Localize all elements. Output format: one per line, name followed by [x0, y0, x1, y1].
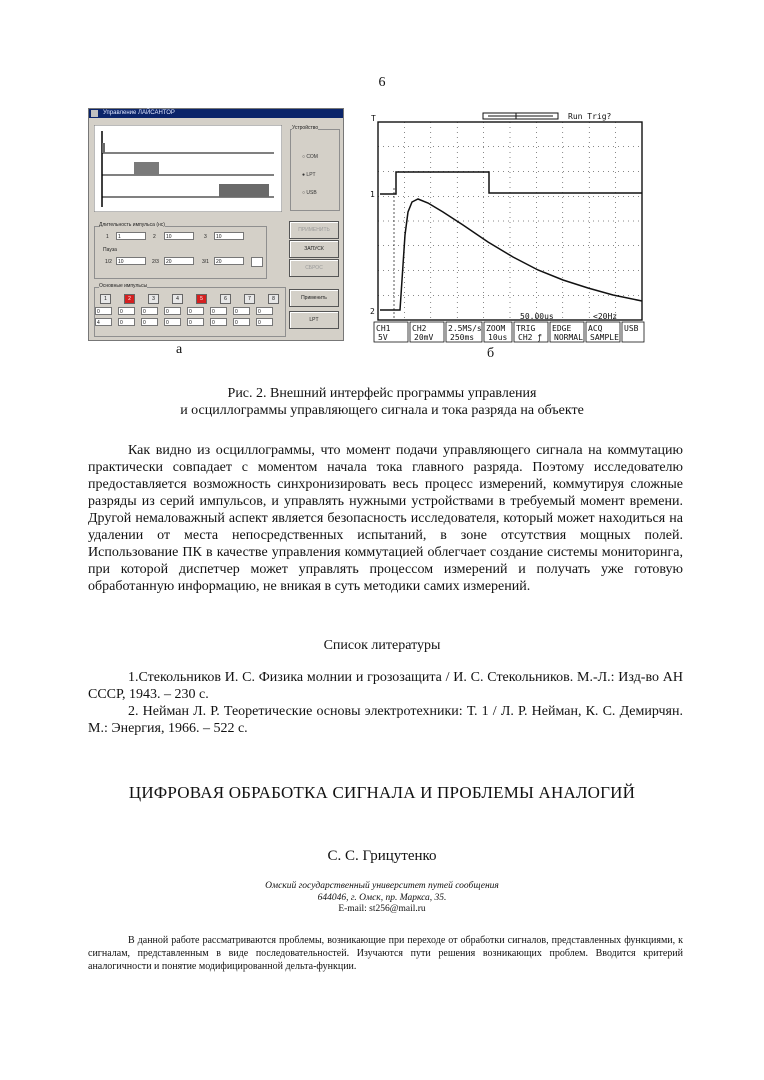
channel-spinner[interactable]: 0 — [118, 318, 135, 326]
body-paragraph — [88, 442, 683, 595]
affiliation — [0, 880, 764, 904]
affiliation-line-1: Омский государственный университет путей сообщения — [265, 881, 499, 891]
delay-1-label: 1/2 — [105, 259, 112, 265]
status-cell-bottom: 20mV — [414, 333, 434, 342]
channel-checkbox-3[interactable]: 3 — [148, 294, 159, 304]
channels-group-label: Основные импульсы — [99, 283, 148, 289]
channel-spinner[interactable]: 0 — [164, 318, 181, 326]
status-cell-top: USB — [624, 324, 639, 333]
pulse-timing-diagram — [94, 125, 282, 212]
channel-checkbox-5[interactable]: 5 — [196, 294, 207, 304]
bandwidth-readout: <20Hz — [593, 312, 618, 321]
duration-field-2[interactable]: 10 — [164, 232, 194, 240]
ch2-marker: 2 — [370, 307, 375, 316]
references-list — [88, 669, 683, 737]
delay-3-label: 3/1 — [202, 259, 209, 265]
channel-checkbox-4[interactable]: 4 — [172, 294, 183, 304]
pulse-1 — [102, 143, 105, 153]
affiliation-line-2: 644046, г. Омск, пр. Маркса, 35. — [317, 893, 447, 903]
status-cell-bottom: 5V — [378, 333, 388, 342]
reference-1: 1.Стекольников И. С. Физика молнии и грозозащита / И. С. Стекольников. М.-Л.: Изд-во АН СССР, 1943. – 230 с. — [88, 670, 683, 702]
device-group — [290, 129, 340, 211]
delay-field-3[interactable]: 20 — [214, 257, 244, 265]
radio-com-label: СОМ — [306, 154, 318, 160]
field-3-label: 3 — [204, 234, 207, 240]
channel-spinner[interactable]: 0 — [210, 318, 227, 326]
ch1-marker: 1 — [370, 190, 375, 199]
reference-2: 2. Нейман Л. Р. Теоретические основы электротехники: Т. 1 / Л. Р. Нейман, К. С. Демирчян. М.: Энергия, 1966. – 522 с. — [88, 704, 683, 736]
field-2-label: 2 — [153, 234, 156, 240]
channel-checkbox-6[interactable]: 6 — [220, 294, 231, 304]
pulse-duration-label: Длительность импульса (нс) — [99, 222, 165, 228]
pulse-2 — [134, 162, 159, 175]
abstract-text: В данной работе рассматриваются проблемы, возникающие при переходе от обработки сигналов, представленных функциями, к сигналам, представленным в виде последовательностей. Изучаются пути решения возникающих проблем. Вводится критерий аналогичности и понятие модифицированной дельта-функции. — [88, 935, 683, 972]
window-titlebar — [89, 109, 343, 118]
channel-spinner[interactable]: 0 — [164, 307, 181, 315]
status-cell-bottom: 10us — [488, 333, 508, 342]
trigger-top-marker: T — [371, 114, 376, 123]
status-cell-bottom: CH2 ƒ — [518, 333, 543, 342]
cursor-readout: 50.00us — [520, 312, 554, 321]
status-cell-bottom: NORMAL — [554, 333, 583, 342]
figure-a-label: а — [176, 342, 183, 357]
caption-line-2: и осциллограммы управляющего сигнала и тока разряда на объекте — [180, 403, 584, 418]
channel-spinner[interactable]: 0 — [187, 307, 204, 315]
radio-usb[interactable]: ○ USB — [302, 190, 317, 196]
apply-top-button[interactable]: ПРИМЕНИТЬ — [289, 221, 339, 239]
delay-field-2[interactable]: 20 — [164, 257, 194, 265]
channel-spinner[interactable]: 0 — [210, 307, 227, 315]
radio-usb-label: USB — [306, 190, 317, 196]
status-cell-top: CH1 — [376, 324, 391, 333]
channel-spinner[interactable]: 0 — [141, 307, 158, 315]
caption-line-1: Рис. 2. Внешний интерфейс программы управления — [227, 386, 537, 401]
paragraph-text: Как видно из осциллограммы, что момент подачи управляющего сигнала на коммутацию практически совпадает с моментом начала тока главного разряда. Поэтому исследователю предоставляется возможность синхронизировать весь процесс измерений, коммутируя сложные разряды из серий импульсов, и управлять нужными устройствами в требуемый момент времени. Другой немаловажный аспект является безопасность исследователя, который может находиться на удалении от места непосредственных испытаний, в зоне отсутствия мощных полей. Использование ПК в качестве управления коммутацией облегчает создание системы мониторинга, при которой диспетчер может управлять процессом измерений и получать уже готовую обработанную информацию, не вникая в суть методики самих измерений. — [88, 443, 683, 594]
duration-field-1[interactable]: 1 — [116, 232, 146, 240]
field-1-label: 1 — [106, 234, 109, 240]
channel-spinner[interactable]: 0 — [233, 318, 250, 326]
lpt-button[interactable]: LPT — [289, 311, 339, 329]
channel-spinner[interactable]: 0 — [187, 318, 204, 326]
references-title: Список литературы — [323, 638, 441, 653]
blank-field[interactable] — [251, 257, 263, 267]
app-icon — [91, 110, 98, 117]
channel-spinner[interactable]: 0 — [256, 307, 273, 315]
status-cell-bottom: 250ms — [450, 333, 475, 342]
channel-checkbox-2[interactable]: 2 — [124, 294, 135, 304]
pulse-3 — [219, 184, 269, 197]
radio-com[interactable]: ○ СОМ — [302, 154, 318, 160]
channel-spinner[interactable]: 0 — [233, 307, 250, 315]
email: E-mail: st256@mail.ru — [338, 904, 426, 914]
oscilloscope-screen — [368, 100, 650, 345]
radio-lpt-label: LPT — [306, 172, 316, 178]
figure-caption — [0, 385, 764, 419]
article-title: ЦИФРОВАЯ ОБРАБОТКА СИГНАЛА И ПРОБЛЕМЫ АНАЛОГИЙ — [128, 783, 636, 802]
trigger-status: Run Trig? — [568, 112, 612, 121]
channel-spinner[interactable]: 4 — [95, 318, 112, 326]
graticule-frame — [378, 122, 642, 320]
channel-checkbox-8[interactable]: 8 — [268, 294, 279, 304]
device-group-label: Устройство — [292, 125, 319, 131]
channel-spinner[interactable]: 0 — [141, 318, 158, 326]
apply-button[interactable]: Применить — [289, 289, 339, 307]
status-cell-top: EDGE — [552, 324, 572, 333]
page-number: 6 — [378, 75, 386, 90]
figure-b-label: б — [487, 346, 495, 361]
channel-spinner[interactable]: 0 — [95, 307, 112, 315]
channel-spinner[interactable]: 0 — [256, 318, 273, 326]
author-name: С. С. Грицутенко — [327, 848, 437, 864]
scope-status-bar — [374, 322, 644, 342]
channel-checkbox-7[interactable]: 7 — [244, 294, 255, 304]
status-cell-top: CH2 — [412, 324, 427, 333]
delay-field-1[interactable]: 10 — [116, 257, 146, 265]
control-program-window — [88, 108, 344, 341]
duration-field-3[interactable]: 10 — [214, 232, 244, 240]
abstract — [88, 934, 683, 973]
delay-2-label: 2/3 — [152, 259, 159, 265]
reset-button[interactable]: СБРОС — [289, 259, 339, 277]
status-cell-top: ZOOM — [486, 324, 506, 333]
status-cell-top: 2.5MS/s — [448, 324, 482, 333]
delay-label: Пауза — [103, 247, 117, 253]
status-cell-top: ACQ — [588, 324, 603, 333]
window-title: Управление ЛАЙСАНТОР — [103, 110, 175, 116]
status-cell-top: TRIG — [516, 324, 536, 333]
status-cell-bottom: SAMPLE — [590, 333, 619, 342]
radio-lpt[interactable]: ● LPT — [302, 172, 316, 178]
start-button[interactable]: ЗАПУСК — [289, 240, 339, 258]
channel-spinner[interactable]: 0 — [118, 307, 135, 315]
channel-checkbox-1[interactable]: 1 — [100, 294, 111, 304]
